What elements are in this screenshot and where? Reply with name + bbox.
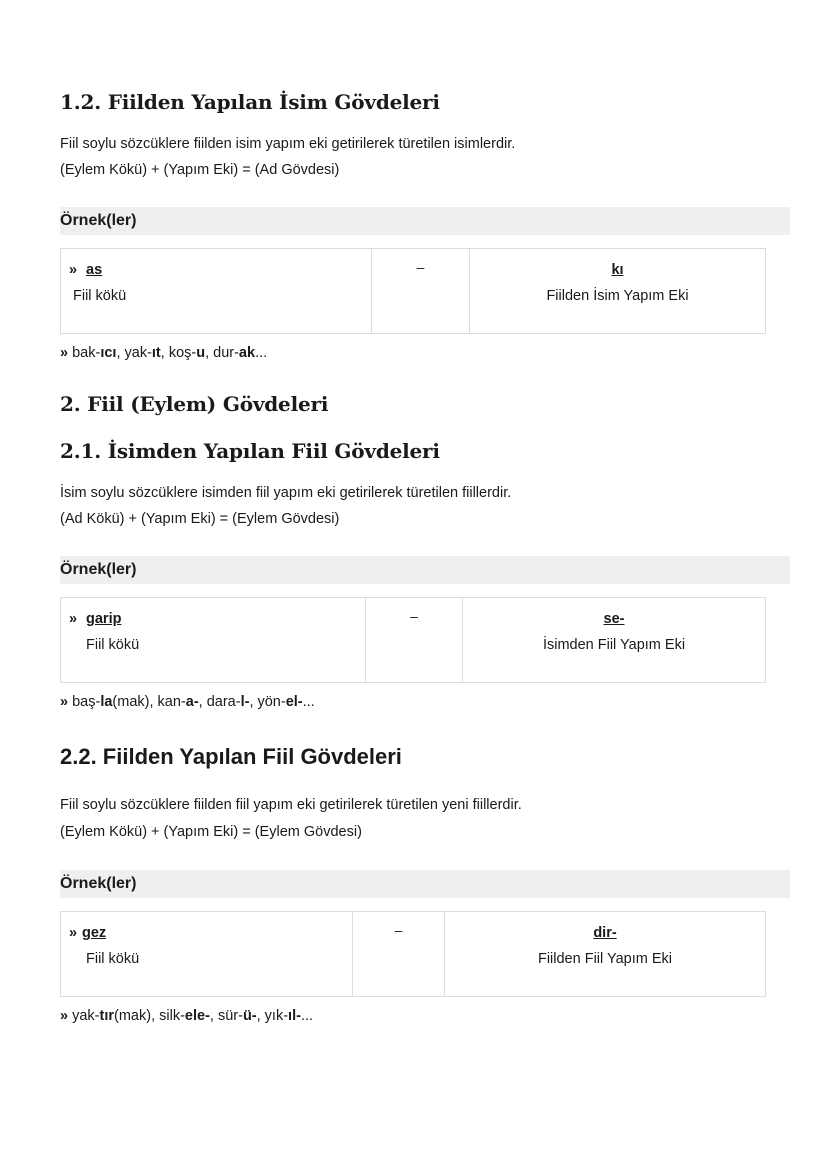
example-root-label: Fiil kökü [86,637,140,653]
example-dash: – [394,922,403,938]
example-suffix-label: İsimden Fiil Yapım Eki [542,637,686,653]
example-title-bar: Örnek(ler) [60,207,790,235]
more-marker: » [60,694,69,710]
example-root-cell [61,912,352,996]
section-heading-2: 2. Fiil (Eylem) Gövdeleri [60,392,329,416]
section-heading-2-2: 2.2. Fiilden Yapılan Fiil Gövdeleri [60,744,402,769]
section-description: Fiil soylu sözcüklere fiilden fiil yapım eki getirilerek türetilen yeni fiillerdir. [60,797,522,813]
example-suffix-label: Fiilden Fiil Yapım Eki [537,951,673,967]
example-suffix-word: kı [611,262,624,278]
section-formula: (Eylem Kökü) + (Yapım Eki) = (Ad Gövdesi) [60,162,340,178]
section-heading-2-1: 2.1. İsimden Yapılan Fiil Gövdeleri [60,439,440,463]
example-suffix-cell [469,249,765,333]
example-title-bar: Örnek(ler) [60,556,790,584]
more-part: , koş- [160,345,197,361]
example-root-word: gez [82,925,107,941]
more-part: ... [255,345,268,361]
more-suffix: tır [99,1008,115,1024]
more-suffix: ak [238,345,256,361]
section-heading-1-2: 1.2. Fiilden Yapılan İsim Gövdeleri [60,90,440,114]
more-suffix: ıt [151,345,161,361]
example-box [60,911,766,997]
more-marker: » [60,1008,69,1024]
example-dash-cell [352,912,444,996]
example-suffix-word: se- [603,611,625,627]
section-formula: (Ad Kökü) + (Yapım Eki) = (Eylem Gövdesi) [60,511,340,527]
more-examples-line [60,345,267,361]
more-marker: » [60,345,69,361]
example-dash: – [410,608,418,624]
more-suffix: ü- [242,1008,257,1024]
more-suffix: a- [185,694,199,710]
example-marker: » [69,925,78,941]
example-marker: » [69,262,78,278]
more-suffix: ele- [184,1008,210,1024]
more-part: ... [302,694,315,710]
example-root-label: Fiil kökü [73,288,127,304]
example-root-word: as [86,262,103,278]
section-formula: (Eylem Kökü) + (Yapım Eki) = (Eylem Gövdesi) [60,824,362,840]
more-suffix: u [196,345,206,361]
example-dash-cell [365,598,462,682]
example-dash: – [416,259,425,275]
example-root-word: garip [86,611,122,627]
more-suffix: el- [285,694,303,710]
more-part: (mak), kan- [112,694,186,710]
more-part: , yak- [116,345,152,361]
more-suffix: la [100,694,113,710]
more-part: bak- [72,345,101,361]
more-part: ... [300,1008,314,1024]
more-examples-line [60,1008,313,1024]
more-part: baş- [72,694,101,710]
more-part: , dara- [198,694,241,710]
section-description: İsim soylu sözcüklere isimden fiil yapım eki getirilerek türetilen fiillerdir. [60,485,512,501]
more-suffix: l- [240,694,250,710]
section-description: Fiil soylu sözcüklere fiilden isim yapım eki getirilerek türetilen isimlerdir. [60,136,516,152]
example-suffix-label: Fiilden İsim Yapım Eki [546,288,689,304]
example-suffix-cell [462,598,765,682]
example-root-label: Fiil kökü [86,951,140,967]
example-dash-cell [371,249,469,333]
more-part: , dur- [205,345,239,361]
example-marker: » [69,611,78,627]
more-part: , yön- [249,694,286,710]
more-suffix: ıcı [100,345,117,361]
example-box [60,248,766,334]
example-box [60,597,766,683]
more-part: , yık- [256,1008,289,1024]
example-suffix-cell [444,912,765,996]
example-suffix-word: dir- [593,925,617,941]
example-root-cell [61,249,371,333]
example-root-cell [61,598,365,682]
more-part: , sür- [209,1008,243,1024]
more-part: (mak), silk- [114,1008,185,1024]
more-suffix: ıl- [288,1008,301,1024]
more-examples-line [60,694,315,710]
example-title-bar: Örnek(ler) [60,870,790,898]
more-part: yak- [72,1008,100,1024]
